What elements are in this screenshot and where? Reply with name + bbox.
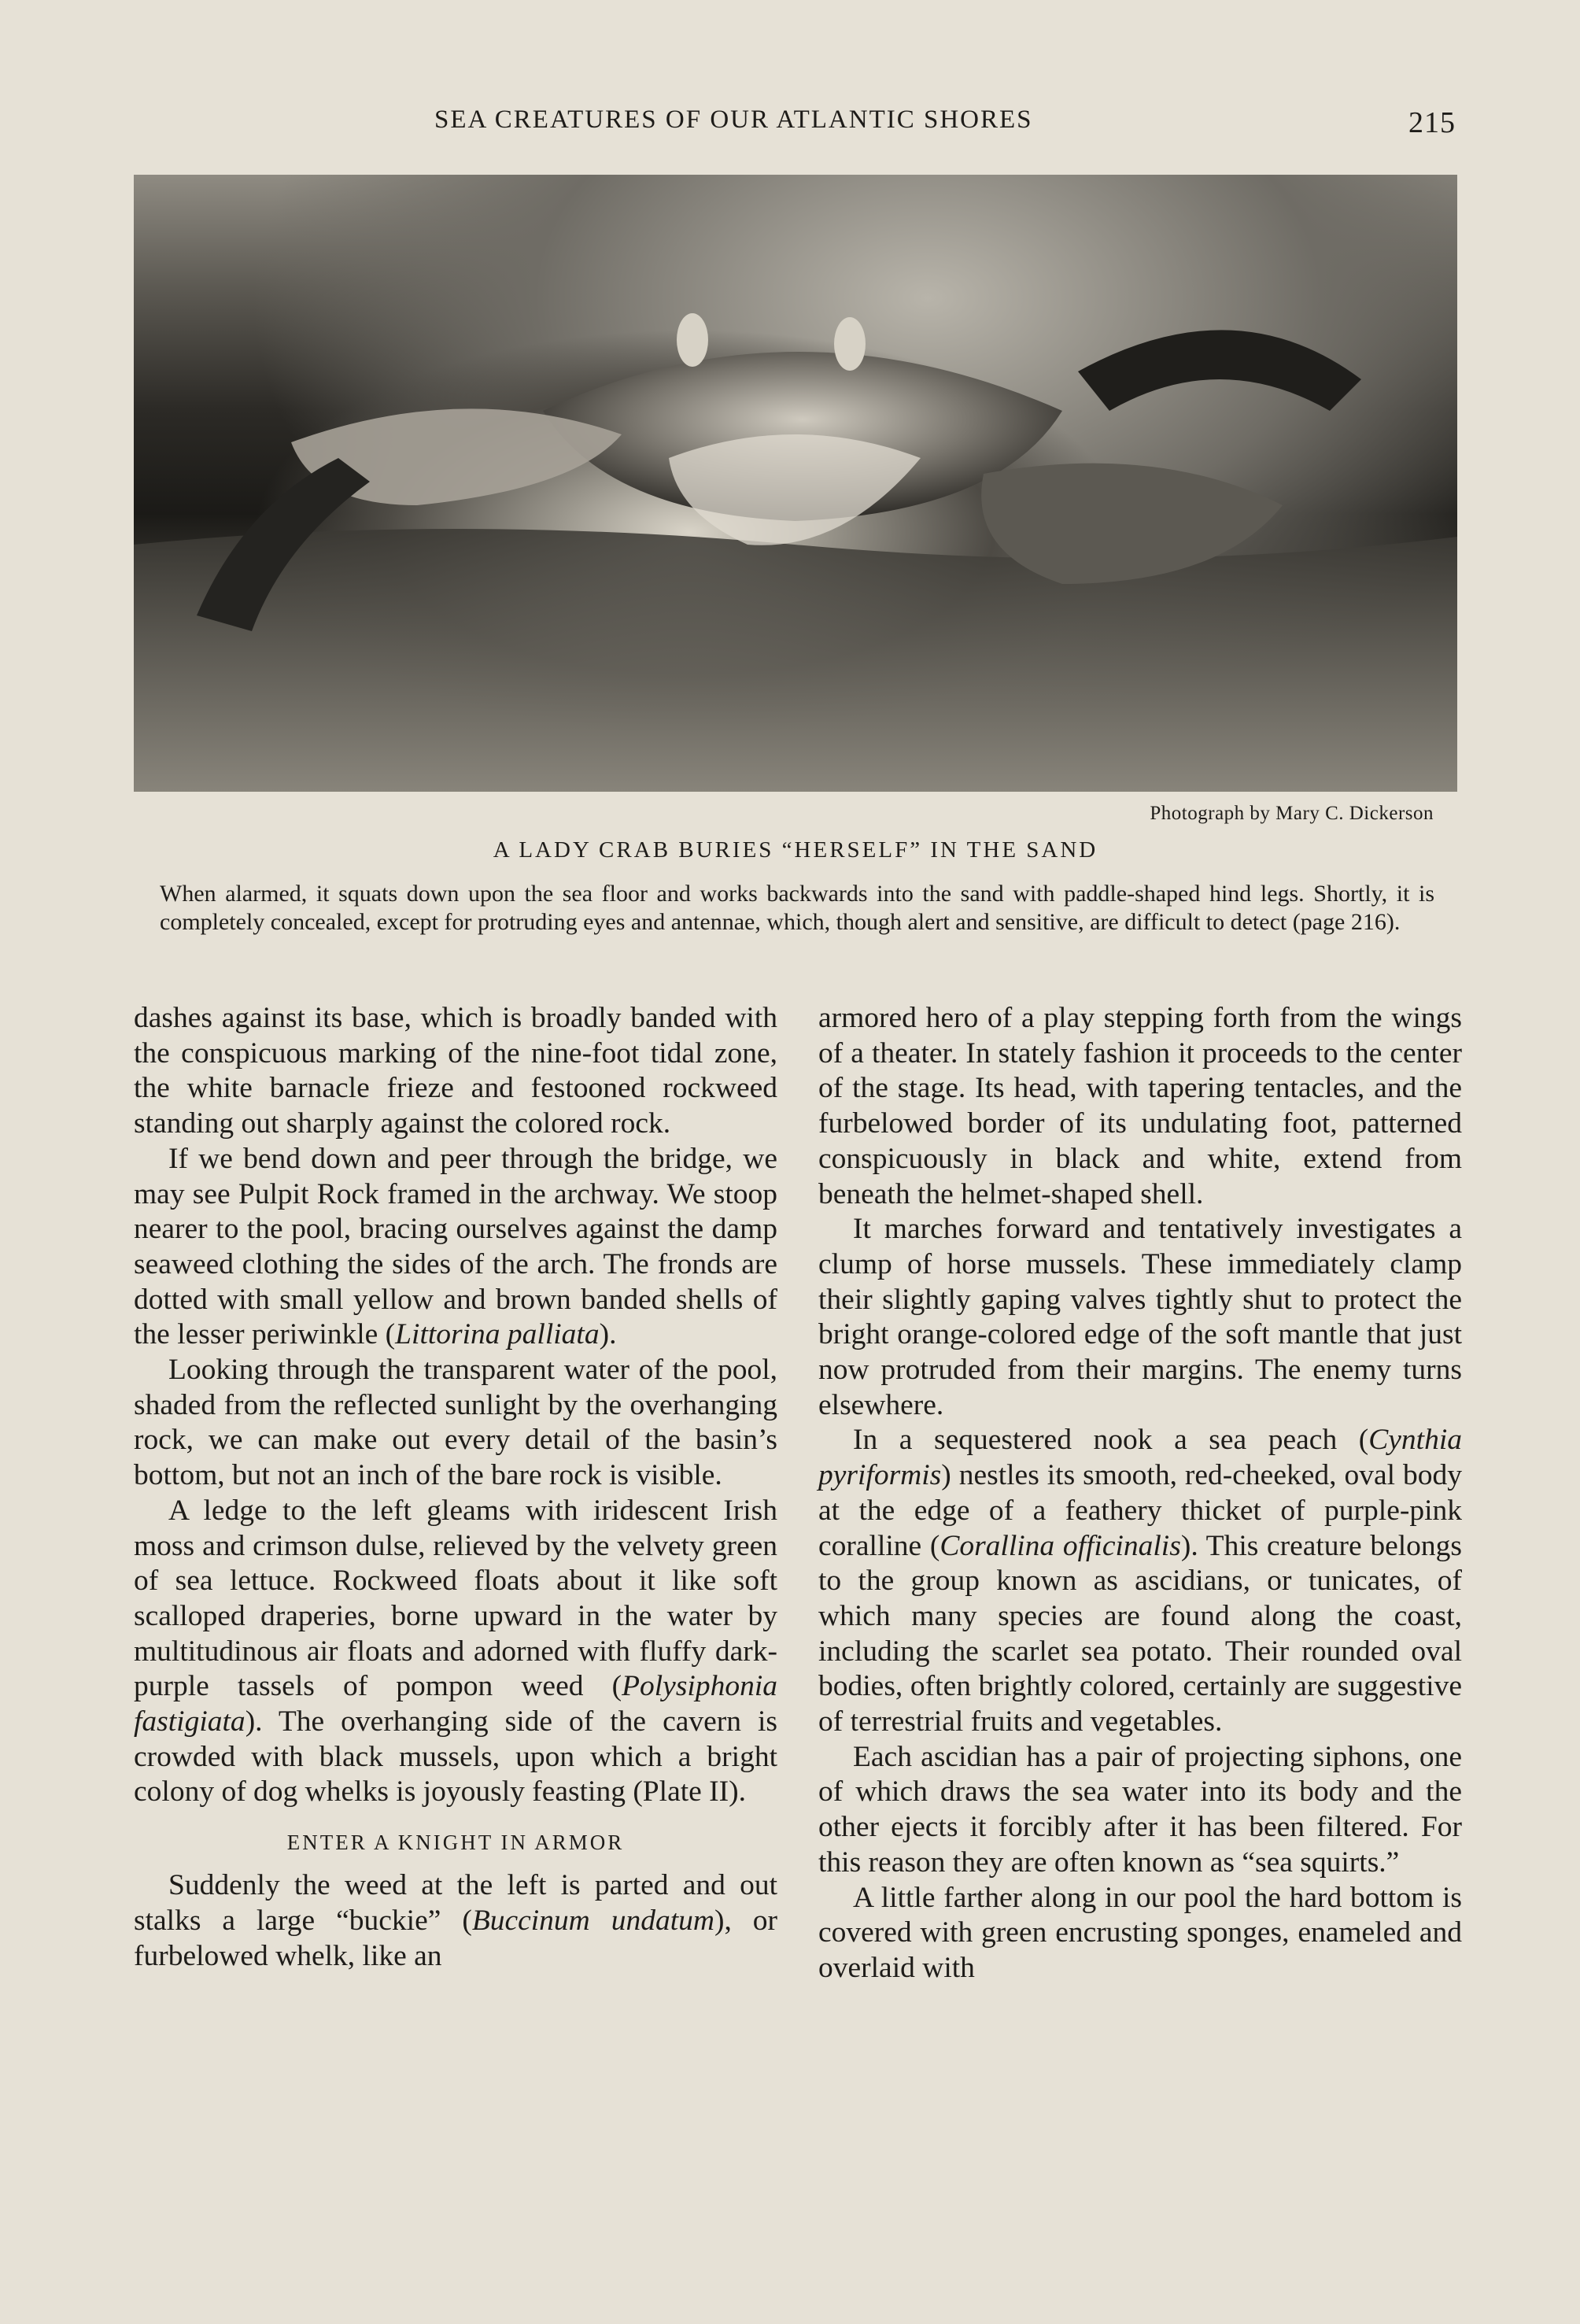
running-head — [134, 105, 1456, 153]
paragraph: In a sequestered nook a sea peach (Cynthia pyriformis) nestles its smooth, red-cheeked, oval body at the edge of a feathery thicket of purple-pink coralline (Corallina officinalis). This creature belongs to the group known as ascidians, or tunicates, of which many species are found along the coast, including the scarlet sea potato. Their rounded oval bodies, often brightly colored, certainly are suggestive of terrestrial fruits and vegetables. — [818, 1424, 1462, 1738]
paragraph: Suddenly the weed at the left is parted and out stalks a large “buckie” (Buccinum undatum), or furbelowed whelk, like an — [134, 1869, 777, 1972]
species-name: Polysiphonia fastigiata — [134, 1670, 777, 1738]
caption-title: A LADY CRAB BURIES “HERSELF” IN THE SAND — [493, 837, 1098, 863]
section-subhead: ENTER A KNIGHT IN ARMOR — [286, 1831, 625, 1855]
caption-body: When alarmed, it squats down upon the sea floor and works backwards into the sand with paddle-shaped hind legs. Shortly, it is completely concealed, except for protruding eyes and antennae, which, though alert and sensitive, are difficult to detect (page 216). — [160, 881, 1434, 935]
paragraph: armored hero of a play stepping forth from the wings of a theater. In stately fashion it proceeds to the center of the stage. Its head, with tapering tentacles, and the furbelowed border of its undulating foot, patterned conspicuously in black and white, extend from beneath the helmet-shaped shell. — [818, 1002, 1462, 1210]
running-title: SEA CREATURES OF OUR ATLANTIC SHORES — [434, 105, 1033, 134]
left-column — [134, 1001, 777, 1974]
photo-credit: Photograph by Mary C. Dickerson — [1150, 803, 1434, 824]
paragraph: A little farther along in our pool the hard bottom is covered with green encrusting sponges, enameled and overlaid with — [818, 1881, 1462, 1984]
right-column — [818, 1001, 1462, 1986]
paragraph: A ledge to the left gleams with iridescent Irish moss and crimson dulse, relieved by the velvety green of sea lettuce. Rockweed floats about it like soft scalloped draperies, borne upward in the water by multitudinous air floats and adorned with fluffy dark-purple tassels of pompon weed (Polysiphonia fastigiata). The overhanging side of the cavern is crowded with black mussels, upon which a bright colony of dog whelks is joyously feasting (Plate II). — [134, 1494, 777, 1809]
crab-photograph — [134, 175, 1457, 792]
species-name: Buccinum undatum — [471, 1904, 714, 1937]
paragraph: If we bend down and peer through the bridge, we may see Pulpit Rock framed in the archway. We stoop nearer to the pool, bracing ourselves against the damp seaweed clothing the sides of the arch. The fronds are dotted with small yellow and brown banded shells of the lesser periwinkle (Littorina palliata). — [134, 1142, 777, 1351]
page-number: 215 — [1408, 106, 1456, 139]
crab-illustration — [134, 175, 1457, 792]
paragraph: Looking through the transparent water of the pool, shaded from the reflected sunlight by the overhanging rock, we can make out every detail of the basin’s bottom, but not an inch of the bare rock is visible. — [134, 1354, 777, 1492]
paragraph: dashes against its base, which is broadly banded with the conspicuous marking of the nine-foot tidal zone, the white barnacle frieze and festooned rockweed standing out sharply against the colored rock. — [134, 1002, 777, 1140]
species-name: Littorina palliata — [395, 1318, 600, 1351]
species-name: Cynthia pyriformis — [818, 1424, 1462, 1492]
species-name: Corallina officinalis — [940, 1529, 1181, 1562]
paragraph: It marches forward and tentatively investigates a clump of horse mussels. These immediately clamp their slightly gaping valves tightly shut to protect the bright orange-colored edge of the soft mantle that just now protruded from their margins. The enemy turns elsewhere. — [818, 1213, 1462, 1421]
paragraph: Each ascidian has a pair of projecting siphons, one of which draws the sea water into its body and the other ejects it forcibly after it has been filtered. For this reason they are often known as “sea squirts.” — [818, 1740, 1462, 1879]
